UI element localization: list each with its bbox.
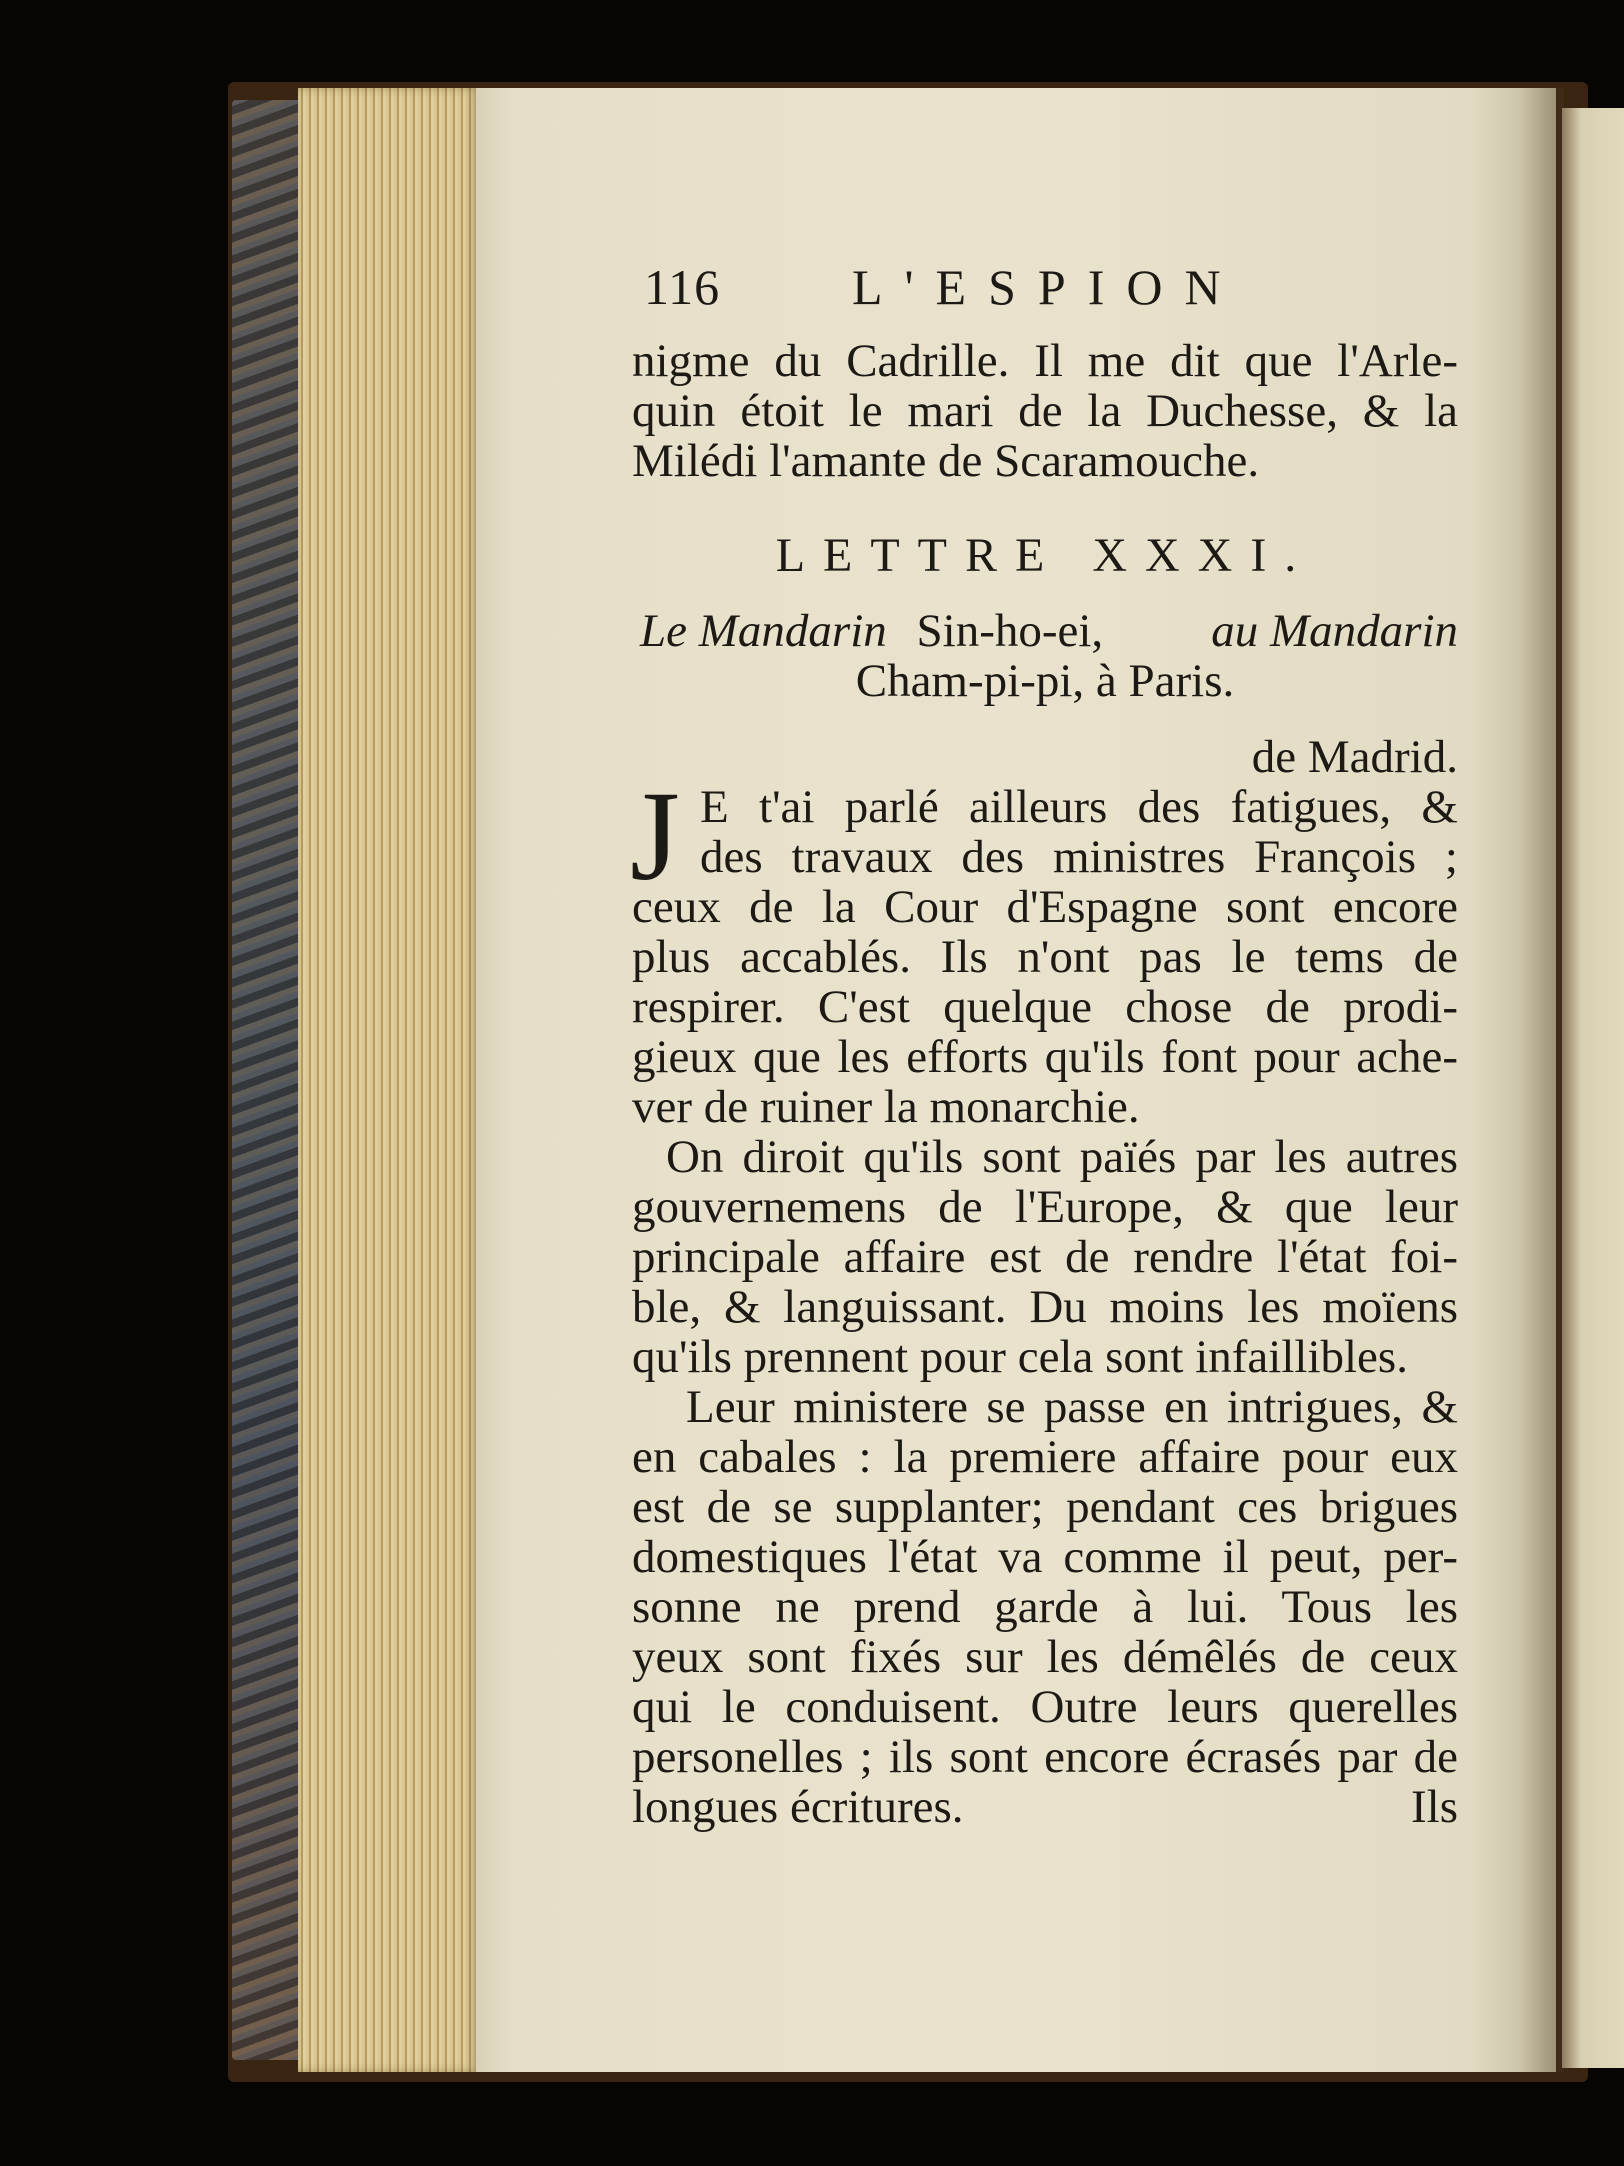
text-line: yeux sont fixés sur les démêlés de ceux — [632, 1631, 1458, 1683]
address-line-2: Cham-pi-pi, à Paris. — [855, 655, 1235, 707]
text-line: On diroit qu'ils sont païés par les autres — [666, 1131, 1458, 1183]
running-head: L'ESPION — [852, 259, 1243, 315]
page-number: 116 — [644, 259, 721, 315]
drop-cap: J — [630, 765, 680, 907]
marbled-endpaper — [232, 100, 307, 2060]
sender-name: Sin-ho-ei, — [916, 605, 1104, 657]
text-line: est de se supplanter; pendant ces brigues — [632, 1481, 1458, 1533]
text-line: des travaux des ministres François ; — [700, 831, 1458, 883]
text-line: ble, & languissant. Du moins les moïens — [632, 1281, 1458, 1333]
text-line: quin étoit le mari de la Duchesse, & la — [632, 385, 1458, 437]
place-line: de Madrid. — [1251, 731, 1458, 783]
address-title-start: Le Mandarin — [640, 605, 887, 657]
text-line: sonne ne prend garde à lui. Tous les — [632, 1581, 1458, 1633]
catchword: Ils — [1411, 1781, 1458, 1833]
text-line: qu'ils prennent pour cela sont infaillibles. — [632, 1331, 1408, 1383]
text-line: Leur ministere se passe en intrigues, & — [686, 1381, 1458, 1433]
text-line: gieux que les efforts qu'ils font pour ache- — [632, 1031, 1458, 1083]
text-line: gouvernemens de l'Europe, & que leur — [632, 1181, 1458, 1233]
address-line-1 — [640, 605, 1458, 657]
text-line: longues écritures. — [632, 1781, 964, 1833]
address-title-end: au Mandarin — [1211, 605, 1458, 657]
text-line: qui le conduisent. Outre leurs querelles — [632, 1681, 1458, 1733]
facing-page-edge — [1562, 108, 1624, 2068]
text-line: Milédi l'amante de Scaramouche. — [632, 435, 1260, 487]
text-line: ceux de la Cour d'Espagne sont encore — [632, 881, 1458, 933]
text-line: personelles ; ils sont encore écrasés par de — [632, 1731, 1458, 1783]
gutter-shadow — [1520, 88, 1564, 2072]
text-line: ver de ruiner la monarchie. — [632, 1081, 1140, 1133]
text-line: respirer. C'est quelque chose de prodi- — [632, 981, 1458, 1033]
text-line: domestiques l'état va comme il peut, per- — [632, 1531, 1458, 1583]
page-edges — [298, 88, 480, 2072]
letter-heading: LETTRE XXXI. — [775, 529, 1315, 582]
text-line: en cabales : la premiere affaire pour eux — [632, 1431, 1458, 1483]
text-line: E t'ai parlé ailleurs des fatigues, & — [700, 781, 1458, 833]
text-line: nigme du Cadrille. Il me dit que l'Arle- — [632, 335, 1458, 387]
text-line: plus accablés. Ils n'ont pas le tems de — [632, 931, 1458, 983]
text-line: principale affaire est de rendre l'état foi- — [632, 1231, 1458, 1283]
